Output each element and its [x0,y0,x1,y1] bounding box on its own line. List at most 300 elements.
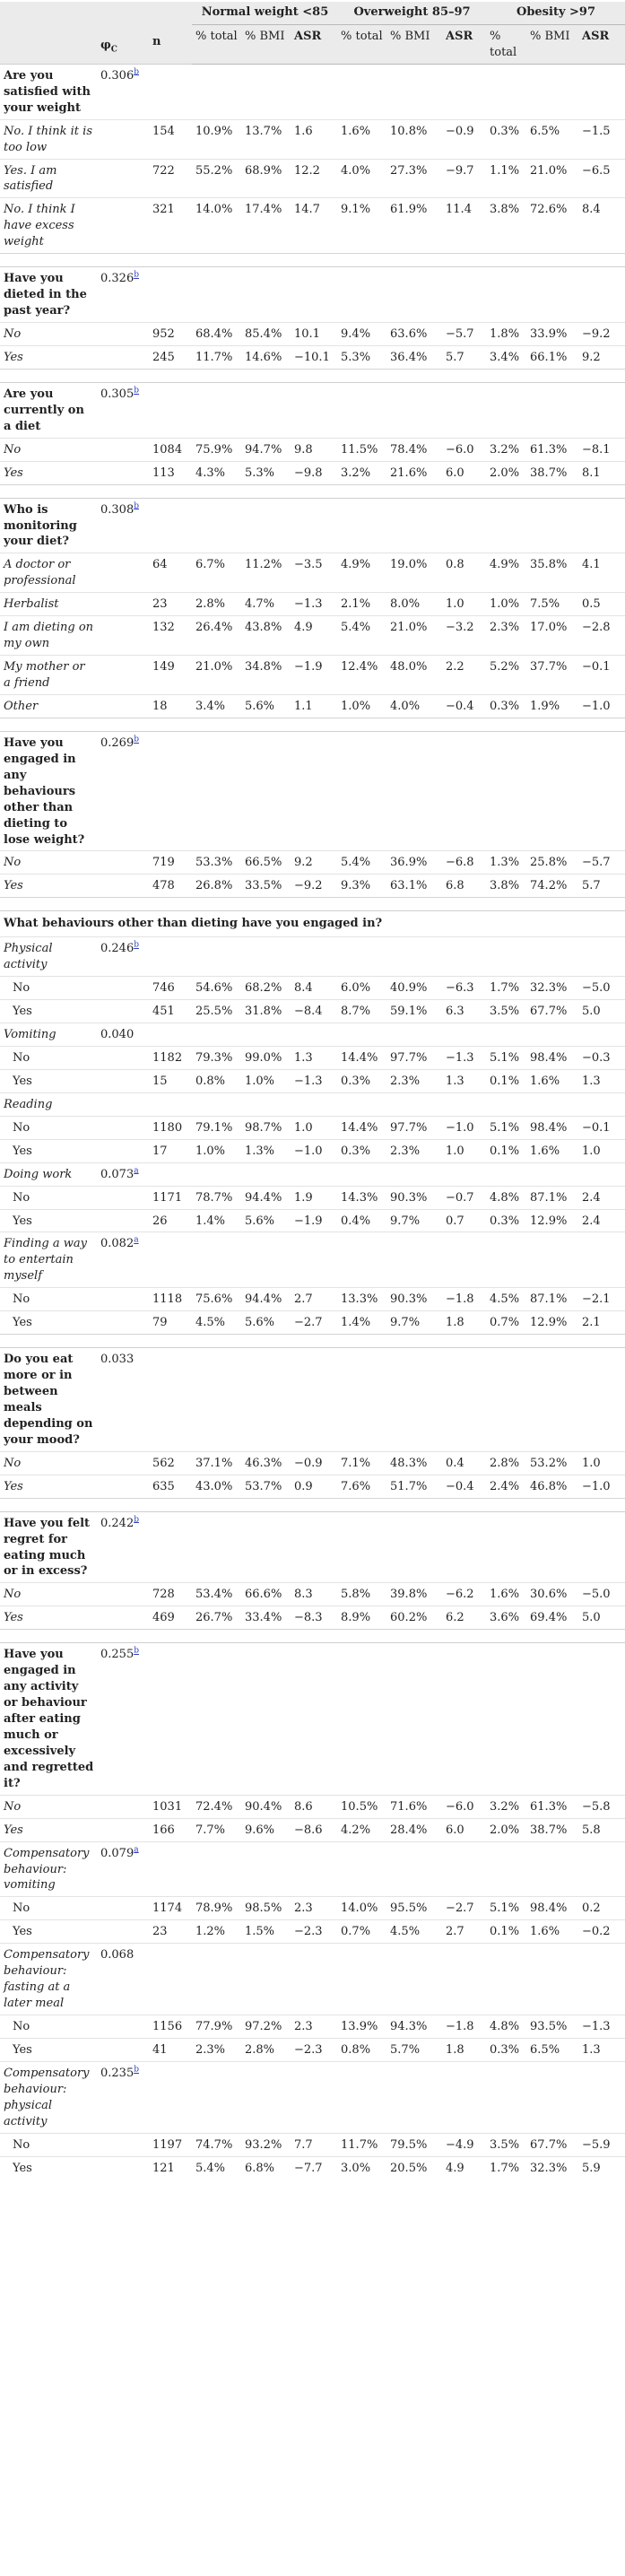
empty-cell [192,1841,241,1897]
empty-cell [241,1944,291,2015]
empty-cell [442,1232,486,1288]
footnote-link[interactable]: b [134,1646,139,1656]
spacer-cell [0,1335,625,1348]
pct-bmi-cell: 1.5% [241,1920,291,1944]
table-row [0,1000,625,1023]
table-row [0,345,625,369]
asr-cell: −6.3 [442,977,486,1000]
pct-bmi-cell: 39.8% [386,1583,442,1606]
pct-bmi-cell: 69.4% [526,1606,578,1630]
n-cell: 1174 [149,1897,192,1920]
pct-bmi-cell: 90.4% [241,1795,291,1818]
phi-cell [97,382,149,438]
subquestion-row [0,1092,625,1116]
spacer-cell [0,369,625,382]
n-cell: 23 [149,1920,192,1944]
asr-cell: 5.7 [578,875,625,898]
pct-total-cell: 11.7% [337,2133,386,2156]
pct-total-cell: 3.0% [337,2156,386,2179]
table-row [0,1475,625,1498]
empty-cell [192,1944,241,2015]
empty-cell [337,498,386,553]
footnote-link[interactable]: a [134,1166,139,1176]
pct-total-cell: 5.1% [486,1897,526,1920]
phi-cell [97,267,149,323]
empty-cell [337,937,386,977]
phi-cell [97,2015,149,2039]
question-label: Are you satisfied with your weight [0,64,97,119]
pct-total-cell: 9.1% [337,198,386,254]
pct-bmi-cell: 12.9% [526,1311,578,1335]
pct-bmi-cell: 99.0% [241,1046,291,1069]
pct-bmi-cell: 5.6% [241,694,291,718]
asr-cell: −7.7 [291,2156,337,2179]
asr-cell: 2.7 [291,1288,337,1311]
empty-cell [578,1643,625,1795]
empty-cell [442,2061,486,2133]
phi-value: 0.068 [100,1948,135,1962]
pct-total-cell: 1.3% [486,851,526,875]
asr-cell: 1.8 [442,2038,486,2061]
empty-cell [442,64,486,119]
table-row [0,1795,625,1818]
asr-cell: 4.1 [578,553,625,593]
pct-total-cell: 1.7% [486,977,526,1000]
empty-cell [526,498,578,553]
pct-bmi-cell: 21.6% [386,461,442,484]
asr-cell: −0.4 [442,1475,486,1498]
pct-bmi-cell: 87.1% [526,1288,578,1311]
row-label: No. I think it is too low [0,119,97,159]
question-label: Do you eat more or in between meals depending on your mood? [0,1348,97,1452]
phi-cell [97,1795,149,1818]
pct-bmi-cell: 33.4% [241,1606,291,1630]
header-group-normal: Normal weight <85 [192,2,337,24]
empty-cell [486,382,526,438]
empty-cell [486,1348,526,1452]
pct-total-cell: 0.7% [337,1920,386,1944]
empty-cell [578,2061,625,2133]
empty-cell [578,1092,625,1116]
pct-total-cell: 72.4% [192,1795,241,1818]
subquestion-label: Compensatory behaviour: vomiting [0,1841,97,1897]
pct-total-cell: 0.3% [486,119,526,159]
empty-cell [149,1944,192,2015]
phi-cell [97,2156,149,2179]
n-cell: 1171 [149,1186,192,1209]
pct-bmi-cell: 93.5% [526,2015,578,2039]
empty-cell [337,2061,386,2133]
pct-total-cell: 5.4% [337,616,386,656]
phi-cell [97,1348,149,1452]
pct-total-cell: 53.4% [192,1583,241,1606]
asr-cell: 1.9 [291,1186,337,1209]
n-cell: 121 [149,2156,192,2179]
asr-cell: 1.0 [442,593,486,616]
question-label: Have you dieted in the past year? [0,267,97,323]
phi-cell [97,1232,149,1288]
pct-bmi-cell: 27.3% [386,159,442,198]
empty-cell [241,2061,291,2133]
row-label: No [0,1186,97,1209]
header-n: n [149,2,192,64]
pct-bmi-cell: 94.3% [386,2015,442,2039]
spacer-cell [0,898,625,911]
footnote-link[interactable]: b [134,1515,139,1525]
pct-bmi-cell: 33.5% [241,875,291,898]
pct-bmi-cell: 94.7% [241,438,291,461]
row-label: Yes [0,1475,97,1498]
empty-cell [241,382,291,438]
row-label: Yes [0,1311,97,1335]
phi-value: 0.246 [100,942,135,956]
asr-cell: 1.0 [291,1116,337,1139]
asr-cell: −6.8 [442,851,486,875]
phi-cell [97,616,149,656]
n-cell: 469 [149,1606,192,1630]
phi-value: 0.269 [100,735,135,750]
table-row [0,1451,625,1475]
n-cell: 1118 [149,1288,192,1311]
empty-cell [442,1511,486,1583]
phi-cell [97,1046,149,1069]
asr-cell: −3.2 [442,616,486,656]
empty-cell [291,937,337,977]
empty-cell [291,731,337,851]
pct-bmi-cell: 63.6% [386,323,442,346]
pct-bmi-cell: 5.7% [386,2038,442,2061]
footnote-link[interactable]: b [134,735,139,744]
row-label: No. I think I have excess weight [0,198,97,254]
empty-cell [337,1348,386,1452]
phi-cell [97,119,149,159]
phi-cell [97,656,149,695]
section-title: What behaviours other than dieting have you engaged in? [0,911,625,937]
empty-cell [337,731,386,851]
asr-cell: −0.1 [578,656,625,695]
asr-cell: 5.7 [442,345,486,369]
empty-cell [386,382,442,438]
empty-cell [486,1232,526,1288]
pct-total-cell: 26.8% [192,875,241,898]
pct-bmi-cell: 74.2% [526,875,578,898]
asr-cell: 8.6 [291,1795,337,1818]
empty-cell [386,64,442,119]
question-label: Are you currently on a diet [0,382,97,438]
pct-total-cell: 6.0% [337,977,386,1000]
header-asr: ASR [578,24,625,64]
pct-bmi-cell: 14.6% [241,345,291,369]
empty-cell [149,1643,192,1795]
empty-cell [442,1841,486,1897]
asr-cell: −2.7 [291,1311,337,1335]
empty-cell [526,1232,578,1288]
table-row [0,694,625,718]
phi-cell [97,937,149,977]
empty-cell [578,1511,625,1583]
footnote-link[interactable]: a [134,1845,139,1855]
empty-cell [337,1841,386,1897]
row-label: Herbalist [0,593,97,616]
pct-total-cell: 4.8% [486,2015,526,2039]
empty-cell [291,64,337,119]
pct-bmi-cell: 2.3% [386,1139,442,1162]
asr-cell: 1.8 [442,1311,486,1335]
pct-total-cell: 4.5% [486,1288,526,1311]
asr-cell: 1.0 [578,1451,625,1475]
empty-cell [486,1841,526,1897]
spacer-row [0,718,625,731]
empty-cell [337,1944,386,2015]
phi-cell [97,1116,149,1139]
empty-cell [486,1511,526,1583]
asr-cell: −0.9 [442,119,486,159]
pct-total-cell: 1.0% [192,1139,241,1162]
header-pct-bmi: % BMI [386,24,442,64]
empty-cell [526,937,578,977]
phi-cell [97,345,149,369]
empty-cell [149,1511,192,1583]
subquestion-row [0,937,625,977]
table-row [0,198,625,254]
spacer-row [0,369,625,382]
asr-cell: −1.3 [442,1046,486,1069]
phi-cell [97,1209,149,1232]
asr-cell: 4.9 [291,616,337,656]
asr-cell: −6.2 [442,1583,486,1606]
asr-cell: 0.7 [442,1209,486,1232]
subquestion-label: Finding a way to entertain myself [0,1232,97,1288]
row-label: Yes [0,2156,97,2179]
pct-bmi-cell: 53.2% [526,1451,578,1475]
pct-bmi-cell: 6.5% [526,2038,578,2061]
empty-cell [386,1348,442,1452]
empty-cell [526,64,578,119]
pct-total-cell: 9.4% [337,323,386,346]
phi-value: 0.242 [100,1516,135,1530]
pct-total-cell: 13.3% [337,1288,386,1311]
asr-cell: −1.3 [291,593,337,616]
pct-bmi-cell: 72.6% [526,198,578,254]
pct-bmi-cell: 21.0% [386,616,442,656]
n-cell: 952 [149,323,192,346]
asr-cell: −0.1 [578,1116,625,1139]
pct-bmi-cell: 8.0% [386,593,442,616]
phi-cell [97,1606,149,1630]
phi-value: 0.326 [100,272,135,286]
asr-cell: 0.4 [442,1451,486,1475]
asr-cell: 1.3 [578,1069,625,1092]
row-label: Yes [0,1818,97,1841]
row-label: Yes [0,345,97,369]
empty-cell [578,1348,625,1452]
asr-cell: 2.3 [291,2015,337,2039]
pct-bmi-cell: 98.5% [241,1897,291,1920]
pct-total-cell: 7.7% [192,1818,241,1841]
pct-bmi-cell: 46.3% [241,1451,291,1475]
empty-cell [291,1944,337,2015]
subquestion-row [0,1023,625,1047]
pct-bmi-cell: 36.9% [386,851,442,875]
pct-bmi-cell: 66.6% [241,1583,291,1606]
n-cell: 132 [149,616,192,656]
pct-bmi-cell: 4.0% [386,694,442,718]
pct-bmi-cell: 11.2% [241,553,291,593]
row-label: No [0,1897,97,1920]
pct-total-cell: 21.0% [192,656,241,695]
pct-total-cell: 78.7% [192,1186,241,1209]
table-row [0,593,625,616]
subquestion-label: Reading [0,1092,97,1116]
spacer-cell [0,254,625,267]
empty-cell [149,267,192,323]
n-cell: 23 [149,593,192,616]
pct-bmi-cell: 33.9% [526,323,578,346]
table-row [0,1116,625,1139]
footnote-link[interactable]: b [134,67,139,77]
phi-cell [97,438,149,461]
asr-cell: −9.7 [442,159,486,198]
empty-cell [241,731,291,851]
pct-total-cell: 5.3% [337,345,386,369]
asr-cell: −4.9 [442,2133,486,2156]
table-row [0,1139,625,1162]
n-cell: 113 [149,461,192,484]
footnote-link[interactable]: b [134,270,139,280]
empty-cell [486,64,526,119]
table-row [0,2156,625,2179]
empty-cell [526,1348,578,1452]
asr-cell: −1.3 [291,1069,337,1092]
table-row [0,851,625,875]
phi-cell [97,1475,149,1498]
table-row [0,1186,625,1209]
pct-total-cell: 0.8% [192,1069,241,1092]
asr-cell: −1.3 [578,2015,625,2039]
results-table [0,2,625,2180]
table-row [0,1046,625,1069]
pct-total-cell: 7.6% [337,1475,386,1498]
phi-value: 0.082 [100,1237,135,1251]
asr-cell: −5.8 [578,1795,625,1818]
pct-bmi-cell: 1.6% [526,1920,578,1944]
asr-cell: 7.7 [291,2133,337,2156]
phi-cell [97,461,149,484]
empty-cell [192,1092,241,1116]
pct-bmi-cell: 30.6% [526,1583,578,1606]
pct-bmi-cell: 93.2% [241,2133,291,2156]
question-row [0,64,625,119]
pct-bmi-cell: 9.6% [241,1818,291,1841]
pct-total-cell: 4.5% [192,1311,241,1335]
asr-cell: 6.2 [442,1606,486,1630]
empty-cell [291,1162,337,1186]
empty-cell [291,498,337,553]
pct-total-cell: 8.9% [337,1606,386,1630]
empty-cell [291,382,337,438]
asr-cell: 6.0 [442,461,486,484]
empty-cell [149,731,192,851]
n-cell: 478 [149,875,192,898]
pct-bmi-cell: 66.5% [241,851,291,875]
empty-cell [442,731,486,851]
pct-total-cell: 5.1% [486,1116,526,1139]
footnote-link[interactable]: b [134,2065,139,2075]
phi-cell [97,553,149,593]
asr-cell: −5.9 [578,2133,625,2156]
empty-cell [526,1023,578,1047]
pct-total-cell: 5.4% [337,851,386,875]
pct-bmi-cell: 6.8% [241,2156,291,2179]
n-cell: 26 [149,1209,192,1232]
question-label: Have you engaged in any behaviours other than dieting to lose weight? [0,731,97,851]
empty-cell [442,1162,486,1186]
empty-cell [291,1511,337,1583]
spacer-row [0,1335,625,1348]
n-cell: 17 [149,1139,192,1162]
pct-total-cell: 1.6% [337,119,386,159]
pct-bmi-cell: 63.1% [386,875,442,898]
table-row [0,1583,625,1606]
header-blank [0,2,97,64]
empty-cell [578,382,625,438]
asr-cell: 2.4 [578,1186,625,1209]
n-cell: 245 [149,345,192,369]
empty-cell [149,1092,192,1116]
empty-cell [241,64,291,119]
row-label: A doctor or professional [0,553,97,593]
pct-bmi-cell: 12.9% [526,1209,578,1232]
empty-cell [442,382,486,438]
pct-bmi-cell: 60.2% [386,1606,442,1630]
empty-cell [149,1348,192,1452]
empty-cell [442,937,486,977]
table-row [0,1818,625,1841]
question-label: Have you felt regret for eating much or in excess? [0,1511,97,1583]
empty-cell [149,1841,192,1897]
asr-cell: −1.8 [442,1288,486,1311]
question-row [0,1511,625,1583]
row-label: No [0,851,97,875]
empty-cell [241,937,291,977]
empty-cell [291,1092,337,1116]
row-label: No [0,1288,97,1311]
footnote-link[interactable]: b [134,386,139,396]
footnote-link[interactable]: a [134,1236,139,1246]
pct-total-cell: 3.4% [192,694,241,718]
asr-cell: −5.7 [442,323,486,346]
empty-cell [149,498,192,553]
pct-total-cell: 0.8% [337,2038,386,2061]
n-cell: 1156 [149,2015,192,2039]
pct-bmi-cell: 98.4% [526,1897,578,1920]
n-cell: 149 [149,656,192,695]
phi-value: 0.033 [100,1353,135,1367]
empty-cell [578,1162,625,1186]
asr-cell: −2.7 [442,1897,486,1920]
header-pct-total: % total [486,24,526,64]
phi-cell [97,593,149,616]
footnote-link[interactable]: b [134,940,139,950]
pct-total-cell: 3.4% [486,345,526,369]
footnote-link[interactable]: b [134,501,139,511]
spacer-row [0,254,625,267]
phi-cell [97,323,149,346]
phi-cell [97,1092,149,1116]
row-label: Yes [0,461,97,484]
table-row [0,2038,625,2061]
phi-cell [97,198,149,254]
